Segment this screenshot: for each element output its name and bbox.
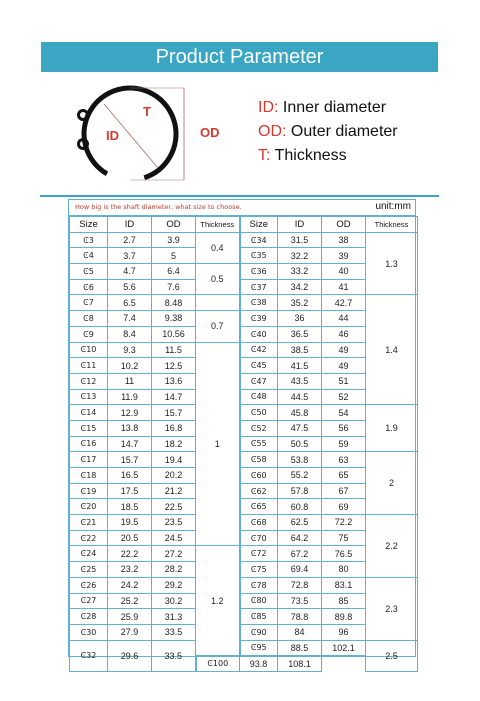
cell-od: 40	[322, 264, 366, 280]
header-size: Size	[240, 217, 278, 233]
header-od: OD	[322, 217, 366, 233]
cell-id: 62.5	[278, 515, 322, 531]
table-row	[70, 232, 418, 248]
cell-od: 27.2	[152, 546, 196, 562]
cell-id: 32.2	[278, 248, 322, 264]
cell-od: 30.2	[152, 593, 196, 609]
cell-size: Ͼ38	[240, 295, 278, 311]
cell-od: 67	[322, 483, 366, 499]
cell-size: Ͼ12	[70, 373, 108, 389]
cell-size: Ͼ8	[70, 311, 108, 327]
cell-od: 22.5	[152, 499, 196, 515]
cell-size: Ͼ27	[70, 593, 108, 609]
cell-size: Ͼ30	[70, 624, 108, 640]
cell-id: 4.7	[108, 264, 152, 280]
cell-thickness: 1.4	[366, 295, 418, 405]
cell-od: 89.8	[322, 609, 366, 625]
od-label: OD	[200, 125, 220, 140]
table-row	[70, 530, 418, 546]
cell-size: Ͼ42	[240, 342, 278, 358]
cell-id: 93.8	[240, 656, 278, 672]
cell-size: Ͼ37	[240, 279, 278, 295]
cell-size: Ͼ68	[240, 515, 278, 531]
cell-size: Ͼ39	[240, 311, 278, 327]
table-row	[70, 640, 418, 656]
cell-size: Ͼ19	[70, 483, 108, 499]
legend-item-od: OD: Outer diameter	[258, 123, 398, 140]
cell-od: 76.5	[322, 546, 366, 562]
cell-id: 22.2	[108, 546, 152, 562]
table-row	[70, 483, 418, 499]
table-row	[70, 515, 418, 531]
cell-id: 14.7	[108, 436, 152, 452]
cell-thickness: 1.2	[196, 546, 240, 656]
cell-id: 25.9	[108, 609, 152, 625]
table-body	[70, 232, 418, 671]
cell-id: 60.8	[278, 499, 322, 515]
cell-size: Ͼ14	[70, 405, 108, 421]
cell-id: 38.5	[278, 342, 322, 358]
table-row	[70, 436, 418, 452]
cell-od: 46	[322, 326, 366, 342]
header-thickness: Thickness	[196, 217, 240, 233]
cell-od: 13.6	[152, 373, 196, 389]
cell-size: Ͼ90	[240, 624, 278, 640]
cell-id: 7.4	[108, 311, 152, 327]
cell-size: Ͼ40	[240, 326, 278, 342]
page-title-banner	[41, 42, 438, 72]
cell-od: 33.5	[152, 640, 196, 671]
cell-size: Ͼ17	[70, 452, 108, 468]
cell-id: 3.7	[108, 248, 152, 264]
cell-size: Ͼ5	[70, 264, 108, 280]
table-row	[70, 279, 418, 295]
table-header-row	[70, 217, 418, 233]
header-thickness: Thickness	[366, 217, 418, 233]
cell-od: 33.5	[152, 624, 196, 640]
cell-id: 64.2	[278, 530, 322, 546]
cell-od: 12.5	[152, 358, 196, 374]
cell-od: 96	[322, 624, 366, 640]
cell-size: Ͼ26	[70, 577, 108, 593]
cell-size: Ͼ85	[240, 609, 278, 625]
legend-item-id: ID: Inner diameter	[258, 99, 387, 116]
cell-id: 13.8	[108, 420, 152, 436]
table-row	[70, 546, 418, 562]
cell-thickness: 0.5	[196, 264, 240, 295]
cell-thickness: 2.5	[366, 640, 418, 671]
header-od: OD	[152, 217, 196, 233]
table-unit: unit:mm	[375, 201, 411, 212]
cell-size: Ͼ35	[240, 248, 278, 264]
header-id: ID	[108, 217, 152, 233]
cell-size: Ͼ80	[240, 593, 278, 609]
cell-size: Ͼ15	[70, 420, 108, 436]
cell-thickness: 2	[366, 452, 418, 515]
cell-size: Ͼ47	[240, 373, 278, 389]
cell-od: 20.2	[152, 468, 196, 484]
cell-od: 56	[322, 420, 366, 436]
cell-id: 69.4	[278, 562, 322, 578]
cell-od: 72.2	[322, 515, 366, 531]
cell-od: 42.7	[322, 295, 366, 311]
cell-id: 10.2	[108, 358, 152, 374]
cell-od: 75	[322, 530, 366, 546]
cell-id: 20.5	[108, 530, 152, 546]
table-caption-row	[69, 200, 415, 216]
cell-od: 23.5	[152, 515, 196, 531]
cell-id: 23.2	[108, 562, 152, 578]
cell-id: 15.7	[108, 452, 152, 468]
cell-od: 80	[322, 562, 366, 578]
cell-od: 19.4	[152, 452, 196, 468]
cell-od: 24.5	[152, 530, 196, 546]
table-row	[70, 420, 418, 436]
table-row	[70, 264, 418, 280]
section-divider	[40, 195, 439, 197]
cell-id: 27.9	[108, 624, 152, 640]
cell-id: 16.5	[108, 468, 152, 484]
cell-id: 11	[108, 373, 152, 389]
cell-od: 102.1	[322, 640, 366, 656]
cell-id: 36.5	[278, 326, 322, 342]
cell-thickness: 2.2	[366, 515, 418, 578]
cell-thickness: 0.7	[196, 311, 240, 342]
table-row	[70, 295, 418, 311]
cell-id: 35.2	[278, 295, 322, 311]
table-row	[70, 499, 418, 515]
cell-od: 49	[322, 358, 366, 374]
cell-od: 69	[322, 499, 366, 515]
cell-od: 3.9	[152, 232, 196, 248]
header-size: Size	[70, 217, 108, 233]
cell-od: 7.6	[152, 279, 196, 295]
cell-size: Ͼ4	[70, 248, 108, 264]
cell-size: Ͼ78	[240, 577, 278, 593]
cell-od: 28.2	[152, 562, 196, 578]
parameter-table	[69, 216, 418, 672]
cell-size: Ͼ3	[70, 232, 108, 248]
cell-od: 54	[322, 405, 366, 421]
cell-size: Ͼ9	[70, 326, 108, 342]
cell-size: Ͼ10	[70, 342, 108, 358]
cell-od: 31.3	[152, 609, 196, 625]
cell-od: 38	[322, 232, 366, 248]
table-row	[70, 593, 418, 609]
cell-id: 44.5	[278, 389, 322, 405]
cell-id: 24.2	[108, 577, 152, 593]
table-row	[70, 405, 418, 421]
cell-size: Ͼ11	[70, 358, 108, 374]
legend-item-t: T: Thickness	[258, 147, 347, 164]
cell-od: 39	[322, 248, 366, 264]
cell-size: Ͼ58	[240, 452, 278, 468]
cell-size: Ͼ20	[70, 499, 108, 515]
cell-id: 2.7	[108, 232, 152, 248]
cell-od: 108.1	[278, 656, 322, 672]
cell-od: 59	[322, 436, 366, 452]
cell-id: 19.5	[108, 515, 152, 531]
table-row	[70, 389, 418, 405]
ring-ear-top	[79, 111, 88, 120]
header-id: ID	[278, 217, 322, 233]
table-row	[70, 358, 418, 374]
cell-od: 14.7	[152, 389, 196, 405]
cell-od: 10.56	[152, 326, 196, 342]
cell-id: 12.9	[108, 405, 152, 421]
cell-thickness: 1.9	[366, 405, 418, 452]
page-title: Product Parameter	[155, 46, 324, 68]
cell-size: Ͼ62	[240, 483, 278, 499]
cell-id: 45.8	[278, 405, 322, 421]
cell-size: Ͼ45	[240, 358, 278, 374]
table-row	[70, 609, 418, 625]
cell-id: 88.5	[278, 640, 322, 656]
cell-od: 63	[322, 452, 366, 468]
cell-od: 6.4	[152, 264, 196, 280]
cell-size: Ͼ50	[240, 405, 278, 421]
table-row	[70, 577, 418, 593]
cell-size: Ͼ55	[240, 436, 278, 452]
parameter-table-container	[68, 199, 416, 669]
id-label: ID	[106, 128, 119, 143]
cell-od: 18.2	[152, 436, 196, 452]
cell-size: Ͼ52	[240, 420, 278, 436]
cell-thickness: 1.3	[366, 232, 418, 295]
table-row	[70, 468, 418, 484]
cell-size: Ͼ72	[240, 546, 278, 562]
cell-od: 52	[322, 389, 366, 405]
cell-od: 85	[322, 593, 366, 609]
cell-size: Ͼ22	[70, 530, 108, 546]
cell-od: 29.2	[152, 577, 196, 593]
cell-od: 49	[322, 342, 366, 358]
cell-od: 11.5	[152, 342, 196, 358]
cell-od: 5	[152, 248, 196, 264]
cell-size: Ͼ13	[70, 389, 108, 405]
legend	[258, 96, 398, 168]
cell-size: Ͼ100	[196, 656, 240, 672]
cell-od: 15.7	[152, 405, 196, 421]
cell-od: 83.1	[322, 577, 366, 593]
cell-thickness: 2.3	[366, 577, 418, 640]
cell-size: Ͼ6	[70, 279, 108, 295]
cell-size: Ͼ60	[240, 468, 278, 484]
cell-id: 8.4	[108, 326, 152, 342]
cell-size: Ͼ75	[240, 562, 278, 578]
cell-size: Ͼ70	[240, 530, 278, 546]
cell-id: 78.8	[278, 609, 322, 625]
table-row	[70, 452, 418, 468]
table-row	[70, 562, 418, 578]
cell-id: 36	[278, 311, 322, 327]
cell-size: Ͼ18	[70, 468, 108, 484]
cell-size: Ͼ95	[240, 640, 278, 656]
cell-od: 8.48	[152, 295, 196, 311]
cell-thickness: 0.4	[196, 232, 240, 263]
cell-od: 44	[322, 311, 366, 327]
cell-id: 11.9	[108, 389, 152, 405]
cell-od: 16.8	[152, 420, 196, 436]
cell-id: 47.5	[278, 420, 322, 436]
cell-id: 34.2	[278, 279, 322, 295]
cell-id: 50.5	[278, 436, 322, 452]
cell-size: Ͼ65	[240, 499, 278, 515]
cell-od: 51	[322, 373, 366, 389]
cell-od: 21.2	[152, 483, 196, 499]
cell-id: 73.5	[278, 593, 322, 609]
table-row	[70, 326, 418, 342]
cell-size: Ͼ21	[70, 515, 108, 531]
table-row	[70, 373, 418, 389]
cell-id: 31.5	[278, 232, 322, 248]
cell-size: Ͼ24	[70, 546, 108, 562]
cell-id: 43.5	[278, 373, 322, 389]
cell-size: Ͼ28	[70, 609, 108, 625]
cell-id: 33.2	[278, 264, 322, 280]
cell-id: 41.5	[278, 358, 322, 374]
cell-size: Ͼ32	[70, 640, 108, 671]
t-label: T	[143, 104, 151, 119]
cell-size: Ͼ7	[70, 295, 108, 311]
cell-thickness: 1	[196, 342, 240, 546]
cell-size: Ͼ34	[240, 232, 278, 248]
cell-od: 9.38	[152, 311, 196, 327]
cell-od: 65	[322, 468, 366, 484]
cell-id: 55.2	[278, 468, 322, 484]
cell-id: 57.8	[278, 483, 322, 499]
cell-id: 25.2	[108, 593, 152, 609]
cell-id: 72.8	[278, 577, 322, 593]
cell-id: 18.5	[108, 499, 152, 515]
cell-id: 84	[278, 624, 322, 640]
cell-id: 53.8	[278, 452, 322, 468]
cell-id: 17.5	[108, 483, 152, 499]
cell-size: Ͼ36	[240, 264, 278, 280]
cell-size: Ͼ16	[70, 436, 108, 452]
cell-id: 5.6	[108, 279, 152, 295]
table-row	[70, 624, 418, 640]
cell-size: Ͼ48	[240, 389, 278, 405]
table-row	[70, 248, 418, 264]
table-note: How big is the shaft diameter, what size to choose.	[75, 203, 242, 211]
cell-id: 6.5	[108, 295, 152, 311]
cell-thickness	[196, 295, 240, 311]
cell-id: 29.6	[108, 640, 152, 671]
circlip-diagram	[70, 82, 240, 192]
table-row	[70, 342, 418, 358]
cell-od: 41	[322, 279, 366, 295]
cell-id: 9.3	[108, 342, 152, 358]
table-row	[70, 311, 418, 327]
cell-size: Ͼ25	[70, 562, 108, 578]
cell-id: 67.2	[278, 546, 322, 562]
